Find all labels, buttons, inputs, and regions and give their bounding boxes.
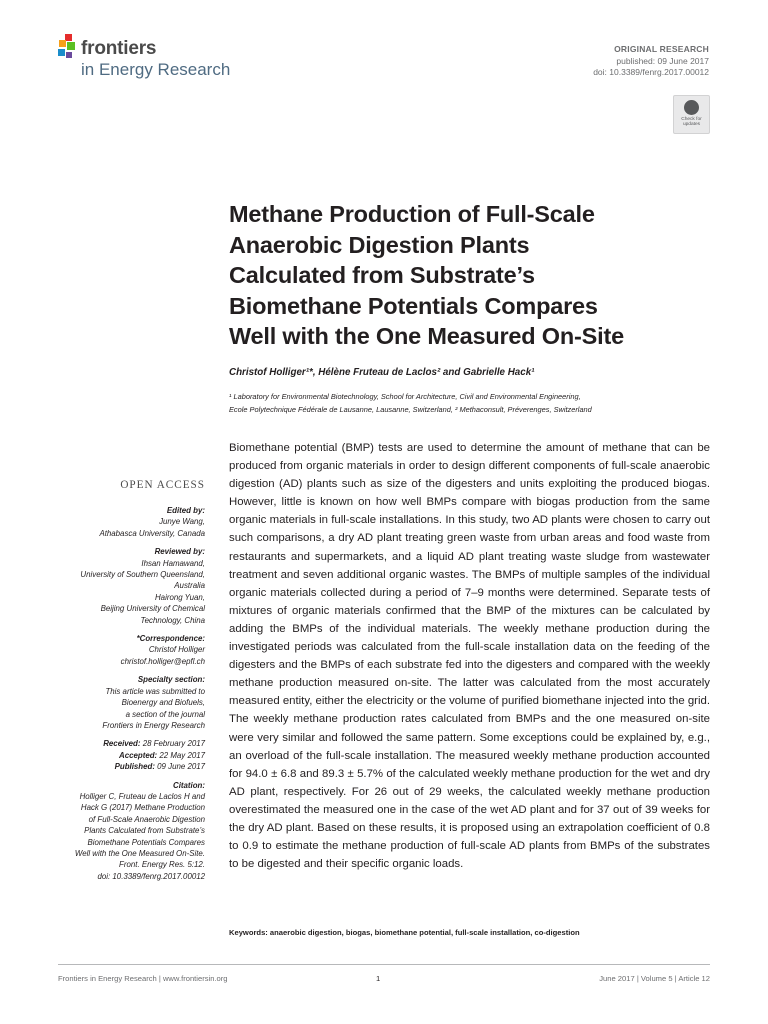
badge-line: updates bbox=[682, 122, 701, 128]
specialty-line: a section of the journal bbox=[125, 709, 205, 719]
keywords: Keywords: anaerobic digestion, biogas, biomethane potential, full-scale installation, co-digestion bbox=[229, 928, 580, 937]
specialty-line: Bioenergy and Biofuels, bbox=[121, 698, 205, 708]
title-line: Methane Production of Full-Scale bbox=[229, 201, 595, 227]
reviewer-line: Technology, China bbox=[140, 615, 205, 625]
accepted-date bbox=[40, 750, 205, 761]
published-value: 09 June 2017 bbox=[157, 762, 205, 772]
correspondence-email[interactable]: christof.holliger@epfl.ch bbox=[120, 656, 205, 666]
specialty-line: This article was submitted to bbox=[105, 686, 205, 696]
abstract-text: Biomethane potential (BMP) tests are used to determine the amount of methane that can be produced from organic materials in order to design different components of full-scale anaerobic digestion (AD) plants such as size of the digesters and units exploiting the produced biogas. However, little is known on how well BMPs compare with biogas production from the same organic materials in full-scale installations. In this study, two AD plants were chosen to carry out such comparisons, a dry AD plant treating green waste from urban areas and food waste from restaurants and supermarkets, and a liquid AD plant treating waste sludge from wastewater treatment and seven additional organic wastes. The BMPs of multiple samples of the individual organic materials collected during a period of 7–9 months were determined. Separate tests of mixtures of organic materials confirmed that the BMP of the mixtures can be calculated by adding the BMPs of the individual materials. The weekly methane production during the investigated periods was calculated from the full-scale installation data on the feeding of the digesters and the BMPs of each substrate fed into the digesters and compared with the weekly methane production measured on-site. The latter was calculated from the most accurately measured entity, either the electricity or the volume of purified biomethane injected into the grid. The weekly methane production rates calculated from BMPs and the one measured on-site were very similar and followed the same pattern. Some exceptions could be explained by, e.g., an overload of the full-scale installation. The measured weekly methane production accounted for 94.0 ± 6.8 and 89.3 ± 5.7% of the calculated weekly methane production for the wet and dry AD plant, respectively. For 26 out of 29 weeks, the calculated weekly methane production overestimated the measured one in the case of the wet AD plant and for 37 out of 39 weeks for the dry AD plant. Based on these results, it is proposed using an extrapolation coefficient of 0.8 to 0.9 to estimate the methane production of full-scale AD plants from BMPs of the substrates to be digested and their specific organic loads. bbox=[229, 442, 710, 871]
reviewed-by-heading: Reviewed by: bbox=[154, 547, 205, 557]
bookmark-icon bbox=[684, 100, 699, 115]
open-access-label: OPEN ACCESS bbox=[120, 479, 205, 491]
correspondence-heading: *Correspondence: bbox=[136, 634, 205, 644]
abstract bbox=[229, 439, 710, 873]
citation-line: Biomethane Potentials Compares bbox=[87, 837, 205, 847]
received-date bbox=[40, 738, 205, 749]
citation-line: Well with the One Measured On-Site. bbox=[74, 848, 205, 858]
received-value: 28 February 2017 bbox=[142, 739, 205, 749]
citation-line: of Full-Scale Anaerobic Digestion bbox=[88, 814, 205, 824]
doi-link[interactable]: doi: 10.3389/fenrg.2017.00012 bbox=[593, 67, 709, 77]
footer-divider bbox=[58, 964, 710, 965]
specialty-line: Frontiers in Energy Research bbox=[102, 720, 205, 730]
logo-wordmark: frontiers bbox=[81, 38, 157, 59]
editor-line: Athabasca University, Canada bbox=[99, 528, 205, 538]
citation-line: Front. Energy Res. 5:12. bbox=[119, 860, 205, 870]
citation-line: Holliger C, Fruteau de Laclos H and bbox=[79, 791, 205, 801]
footer-issue-info: June 2017 | Volume 5 | Article 12 bbox=[599, 974, 710, 983]
title-line: Biomethane Potentials Compares bbox=[229, 292, 598, 319]
accepted-label: Accepted: bbox=[119, 750, 158, 760]
title-line: Anaerobic Digestion Plants bbox=[229, 231, 530, 258]
reviewer-line: Australia bbox=[174, 581, 205, 591]
article-info-sidebar bbox=[40, 505, 205, 882]
citation-line: Plants Calculated from Substrate’s bbox=[84, 826, 205, 836]
badge-line: Check for bbox=[681, 117, 702, 122]
reviewer-line: Hairong Yuan, bbox=[154, 592, 205, 602]
accepted-value: 22 May 2017 bbox=[159, 750, 205, 760]
check-for-updates-badge[interactable] bbox=[673, 95, 710, 134]
author-list: Christof Holliger¹*, Hélène Fruteau de Laclos² and Gabrielle Hack¹ bbox=[229, 367, 535, 378]
published-label: Published: bbox=[114, 762, 155, 772]
reviewer-line: Ihsan Hamawand, bbox=[141, 558, 205, 568]
received-label: Received: bbox=[103, 739, 141, 749]
editor-line: Junye Wang, bbox=[159, 517, 205, 527]
published-date-sidebar bbox=[40, 761, 205, 772]
affiliation-line: Ecole Polytechnique Fédérale de Lausanne, Lausanne, Switzerland, ² Methaconsult, Préverenges, Switzerland bbox=[229, 405, 592, 414]
citation-heading: Citation: bbox=[173, 780, 205, 790]
reviewer-line: University of Southern Queensland, bbox=[80, 570, 205, 580]
affiliation-line: ¹ Laboratory for Environmental Biotechnology, School for Architecture, Civil and Environmental Engineering, bbox=[229, 392, 581, 401]
edited-by-heading: Edited by: bbox=[166, 506, 205, 515]
footer-journal-link[interactable]: Frontiers in Energy Research | www.frontiersin.org bbox=[58, 974, 228, 983]
page-number: 1 bbox=[376, 974, 381, 983]
article-title bbox=[229, 199, 699, 352]
journal-name: in Energy Research bbox=[81, 60, 231, 79]
reviewer-line: Beijing University of Chemical bbox=[100, 604, 205, 614]
specialty-section-heading: Specialty section: bbox=[137, 675, 205, 685]
article-type: ORIGINAL RESEARCH bbox=[614, 44, 709, 54]
frontiers-logo-mark bbox=[58, 34, 80, 60]
correspondence-name: Christof Holliger bbox=[148, 645, 205, 655]
title-line: Well with the One Measured On-Site bbox=[229, 323, 624, 349]
citation-line: Hack G (2017) Methane Production bbox=[80, 803, 205, 813]
published-date: published: 09 June 2017 bbox=[616, 56, 709, 66]
title-line: Calculated from Substrate’s bbox=[229, 262, 535, 288]
citation-line: doi: 10.3389/fenrg.2017.00012 bbox=[97, 871, 205, 881]
